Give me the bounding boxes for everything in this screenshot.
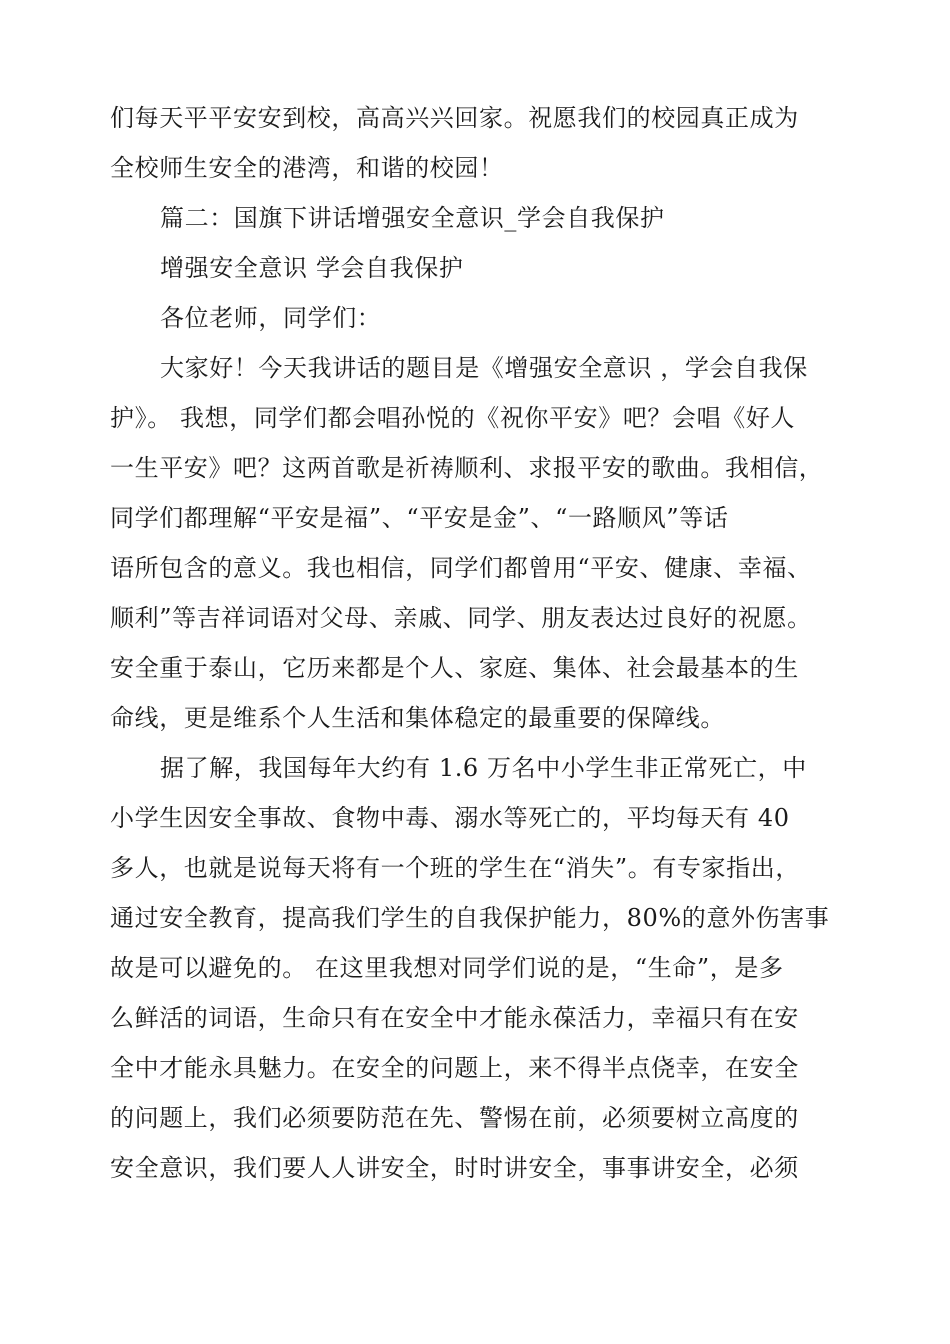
text-line: 通过安全教育，提高我们学生的自我保护能力，80%的意外伤害事: [110, 904, 830, 932]
salutation: 各位老师，同学们：: [160, 304, 382, 332]
text-line: 据了解，我国每年大约有 1.6 万名中小学生非正常死亡，中: [160, 754, 807, 782]
text-line: 么鲜活的词语，生命只有在安全中才能永葆活力，幸福只有在安: [110, 1004, 799, 1032]
text-line: 命线，更是维系个人生活和集体稳定的最重要的保障线。: [110, 704, 725, 732]
text-line: 多人，也就是说每天将有一个班的学生在“消失”。有专家指出，: [110, 854, 800, 882]
speech-title: 增强安全意识 学会自我保护: [160, 254, 464, 282]
text-line: 们每天平平安安到校，高高兴兴回家。祝愿我们的校园真正成为: [110, 104, 799, 132]
text-line: 同学们都理解“平安是福”、“平安是金”、“一路顺风”等话: [110, 504, 729, 532]
text-line: 大家好！今天我讲话的题目是《增强安全意识 ，学会自我保: [160, 354, 808, 382]
text-line: 顺利”等吉祥词语对父母、亲戚、同学、朋友表达过良好的祝愿。: [110, 604, 812, 632]
text-line: 的问题上，我们必须要防范在先、警惕在前，必须要树立高度的: [110, 1104, 799, 1132]
text-line: 护》。 我想，同学们都会唱孙悦的《祝你平安》吧？会唱《好人: [110, 404, 796, 432]
section-heading: 篇二：国旗下讲话增强安全意识_学会自我保护: [160, 204, 665, 232]
text-line: 全中才能永具魅力。在安全的问题上，来不得半点侥幸，在安全: [110, 1054, 799, 1082]
text-line: 安全意识，我们要人人讲安全，时时讲安全，事事讲安全，必须: [110, 1154, 799, 1182]
text-line: 一生平安》吧？这两首歌是祈祷顺利、求报平安的歌曲。我相信，: [110, 454, 824, 482]
text-line: 全校师生安全的港湾，和谐的校园！: [110, 154, 504, 182]
text-line: 小学生因安全事故、食物中毒、溺水等死亡的，平均每天有 40: [110, 804, 790, 832]
text-line: 语所包含的意义。我也相信，同学们都曾用“平安、健康、幸福、: [110, 554, 812, 582]
text-line: 安全重于泰山，它历来都是个人、家庭、集体、社会最基本的生: [110, 654, 799, 682]
text-line: 故是可以避免的。 在这里我想对同学们说的是，“生命”，是多: [110, 954, 784, 982]
